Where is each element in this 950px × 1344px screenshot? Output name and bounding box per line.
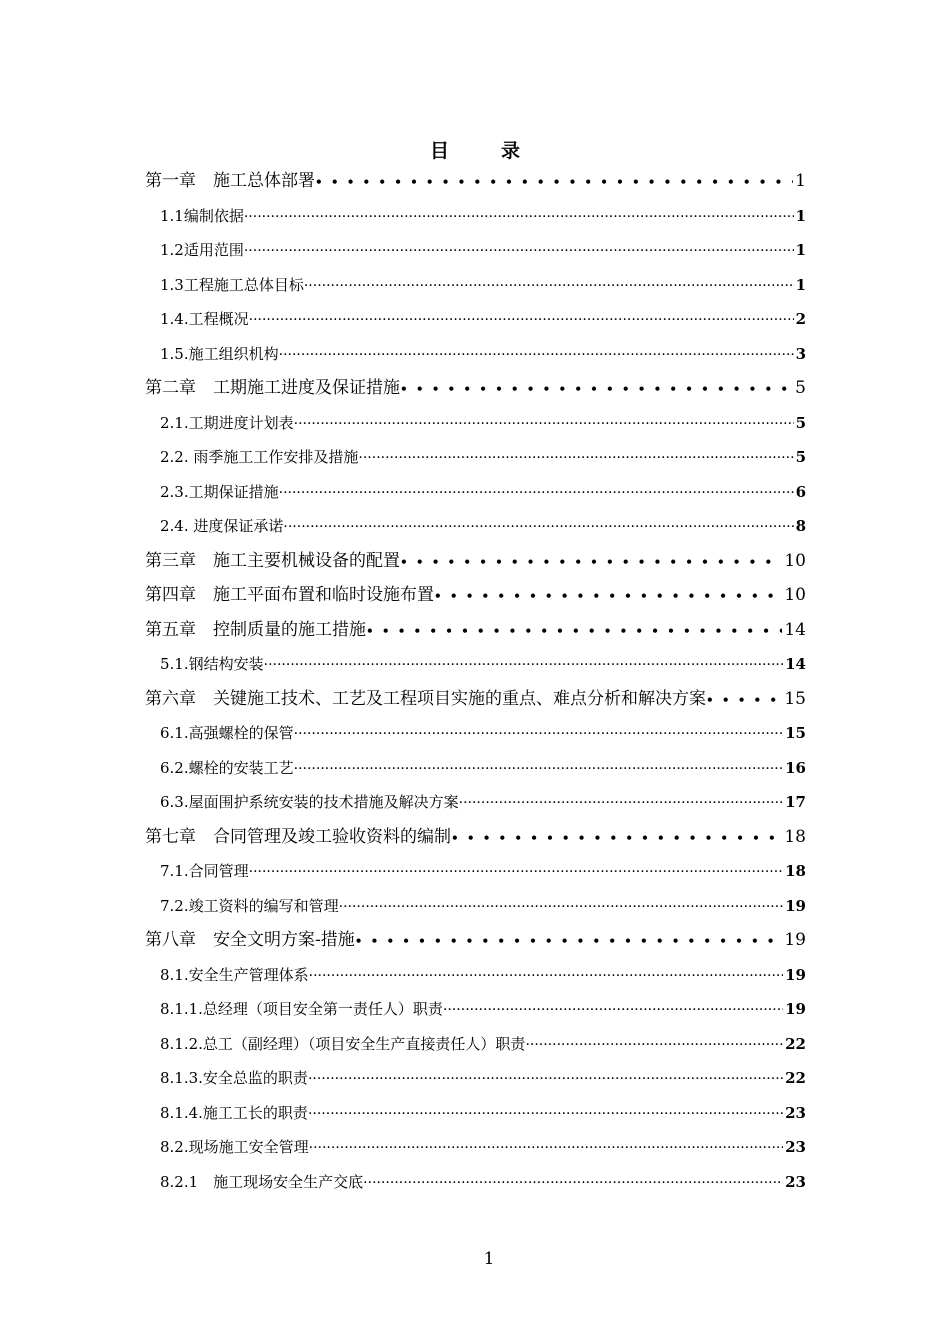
toc-chapter-entry[interactable] xyxy=(145,544,806,579)
dot-leader xyxy=(706,682,782,717)
dot-leader xyxy=(308,1061,783,1096)
dot-leader xyxy=(294,716,784,751)
toc-section-entry[interactable] xyxy=(145,958,806,993)
toc-entry-page: 23 xyxy=(785,1172,806,1191)
toc-entry-page: 19 xyxy=(785,1000,806,1018)
toc-entry-label: 第三章 施工主要机械设备的配置 xyxy=(145,550,400,571)
toc-section-entry[interactable] xyxy=(145,509,806,544)
dot-leader xyxy=(279,475,794,510)
dot-leader xyxy=(525,1027,783,1062)
toc-section-entry[interactable] xyxy=(145,992,806,1027)
toc-section-entry[interactable] xyxy=(145,889,806,924)
dot-leader xyxy=(294,406,794,441)
toc-entry-page: 18 xyxy=(785,862,806,880)
toc-entry-label: 1.3工程施工总体目标 xyxy=(160,275,304,294)
dot-leader xyxy=(443,992,783,1027)
toc-entry-label: 1.2适用范围 xyxy=(160,241,244,259)
toc-section-entry[interactable] xyxy=(145,475,806,510)
toc-title xyxy=(0,136,950,163)
toc-entry-page: 22 xyxy=(785,1069,806,1087)
toc-entry-label: 第四章 施工平面布置和临时设施布置 xyxy=(145,585,434,605)
toc-section-entry[interactable] xyxy=(145,1027,806,1062)
dot-leader xyxy=(363,1165,783,1200)
toc-section-entry[interactable] xyxy=(145,716,806,751)
toc-entry-label: 6.3.屋面围护系统安装的技术措施及解决方案 xyxy=(160,793,459,811)
toc-entry-label: 5.1.钢结构安装 xyxy=(160,655,264,673)
dot-leader xyxy=(366,613,782,648)
toc-section-entry[interactable] xyxy=(145,785,806,820)
toc-entry-page: 5 xyxy=(795,413,806,432)
dot-leader xyxy=(459,785,784,820)
toc-section-entry[interactable] xyxy=(145,337,806,372)
toc-section-entry[interactable] xyxy=(145,647,806,682)
dot-leader xyxy=(264,647,784,682)
toc-title-right: 录 xyxy=(501,140,521,162)
toc-entry-label: 8.1.3.安全总监的职责 xyxy=(160,1069,308,1087)
toc-entry-page: 15 xyxy=(785,724,806,742)
dot-leader xyxy=(283,509,793,544)
toc-entry-page: 18 xyxy=(784,826,806,847)
toc-entry-label: 2.1.工期进度计划表 xyxy=(160,413,294,432)
toc-section-entry[interactable] xyxy=(145,751,806,786)
toc-entry-page: 1 xyxy=(795,171,806,191)
toc-entry-label: 2.2. 雨季施工工作安排及措施 xyxy=(160,448,359,466)
toc-entry-page: 23 xyxy=(785,1138,806,1156)
toc-entry-label: 1.5.施工组织机构 xyxy=(160,344,279,363)
dot-leader xyxy=(279,337,794,372)
toc-entry-page: 2 xyxy=(795,310,806,328)
toc-entry-label: 1.4.工程概况 xyxy=(160,310,249,328)
toc-section-entry[interactable] xyxy=(145,233,806,268)
toc-section-entry[interactable] xyxy=(145,1096,806,1131)
toc-entry-page: 5 xyxy=(795,448,806,466)
toc-section-entry[interactable] xyxy=(145,1130,806,1165)
toc-entry-page: 1 xyxy=(795,241,806,259)
toc-entry-label: 第七章 合同管理及竣工验收资料的编制 xyxy=(145,826,451,847)
dot-leader xyxy=(309,1130,784,1165)
dot-leader xyxy=(355,923,783,958)
toc-chapter-entry[interactable] xyxy=(145,578,806,613)
toc-section-entry[interactable] xyxy=(145,1165,806,1200)
toc-entry-label: 7.1.合同管理 xyxy=(160,862,249,880)
toc-entry-page: 19 xyxy=(785,965,806,984)
toc-entry-page: 8 xyxy=(795,517,806,535)
toc-entry-page: 6 xyxy=(795,482,806,501)
toc-entry-label: 2.3.工期保证措施 xyxy=(160,482,279,501)
toc-entry-label: 第一章 施工总体部署 xyxy=(145,171,315,191)
dot-leader xyxy=(249,854,784,889)
toc-entry-page: 5 xyxy=(795,378,806,398)
toc-entry-page: 22 xyxy=(785,1034,806,1053)
toc-entry-page: 10 xyxy=(784,585,806,605)
toc-entry-label: 第五章 控制质量的施工措施 xyxy=(145,619,366,640)
toc-entry-label: 6.1.高强螺栓的保管 xyxy=(160,724,294,742)
toc-entry-label: 7.2.竣工资料的编写和管理 xyxy=(160,896,339,915)
toc-entry-page: 17 xyxy=(785,793,806,811)
toc-section-entry[interactable] xyxy=(145,1061,806,1096)
page-number: 1 xyxy=(483,1249,495,1269)
dot-leader xyxy=(358,440,793,475)
toc-section-entry[interactable] xyxy=(145,406,806,441)
dot-leader xyxy=(434,578,782,613)
table-of-contents xyxy=(145,164,806,1199)
dot-leader xyxy=(304,268,794,303)
toc-entry-label: 8.2.1 施工现场安全生产交底 xyxy=(160,1172,364,1191)
toc-entry-label: 8.2.现场施工安全管理 xyxy=(160,1138,309,1156)
dot-leader xyxy=(400,371,793,406)
dot-leader xyxy=(309,958,784,993)
toc-entry-page: 3 xyxy=(795,344,806,363)
toc-section-entry[interactable] xyxy=(145,268,806,303)
dot-leader xyxy=(315,164,793,199)
toc-entry-label: 1.1编制依据 xyxy=(160,206,244,225)
toc-entry-label: 6.2.螺栓的安装工艺 xyxy=(160,758,294,777)
toc-title-left: 目 xyxy=(429,140,449,162)
dot-leader xyxy=(339,889,784,924)
toc-entry-label: 第六章 关键施工技术、工艺及工程项目实施的重点、难点分析和解决方案 xyxy=(145,688,706,709)
toc-entry-page: 15 xyxy=(784,688,806,709)
toc-section-entry[interactable] xyxy=(145,854,806,889)
toc-chapter-entry[interactable] xyxy=(145,613,806,648)
toc-section-entry[interactable] xyxy=(145,199,806,234)
dot-leader xyxy=(308,1096,783,1131)
toc-entry-page: 1 xyxy=(795,275,806,294)
toc-entry-label: 8.1.4.施工工长的职责 xyxy=(160,1103,308,1122)
toc-entry-label: 2.4. 进度保证承诺 xyxy=(160,517,284,535)
dot-leader xyxy=(294,751,784,786)
toc-entry-label: 8.1.2.总工（副经理）（项目安全生产直接责任人）职责 xyxy=(160,1034,526,1053)
dot-leader xyxy=(451,820,782,855)
toc-section-entry[interactable] xyxy=(145,302,806,337)
toc-chapter-entry[interactable] xyxy=(145,923,806,958)
toc-chapter-entry[interactable] xyxy=(145,371,806,406)
dot-leader xyxy=(244,199,794,234)
toc-entry-label: 8.1.安全生产管理体系 xyxy=(160,965,309,984)
toc-entry-page: 16 xyxy=(785,758,806,777)
toc-entry-label: 8.1.1.总经理（项目安全第一责任人）职责 xyxy=(160,1000,443,1018)
dot-leader xyxy=(400,544,782,579)
toc-entry-page: 14 xyxy=(785,655,806,673)
toc-chapter-entry[interactable] xyxy=(145,820,806,855)
toc-entry-page: 14 xyxy=(784,619,806,640)
dot-leader xyxy=(249,302,794,337)
toc-chapter-entry[interactable] xyxy=(145,682,806,717)
toc-chapter-entry[interactable] xyxy=(145,164,806,199)
toc-entry-page: 23 xyxy=(785,1103,806,1122)
toc-entry-page: 1 xyxy=(795,206,806,225)
toc-entry-label: 第八章 安全文明方案-措施 xyxy=(145,930,355,950)
toc-entry-page: 19 xyxy=(784,930,806,950)
toc-entry-label: 第二章 工期施工进度及保证措施 xyxy=(145,378,400,398)
toc-entry-page: 10 xyxy=(784,550,806,571)
toc-entry-page: 19 xyxy=(785,896,806,915)
toc-section-entry[interactable] xyxy=(145,440,806,475)
dot-leader xyxy=(244,233,794,268)
